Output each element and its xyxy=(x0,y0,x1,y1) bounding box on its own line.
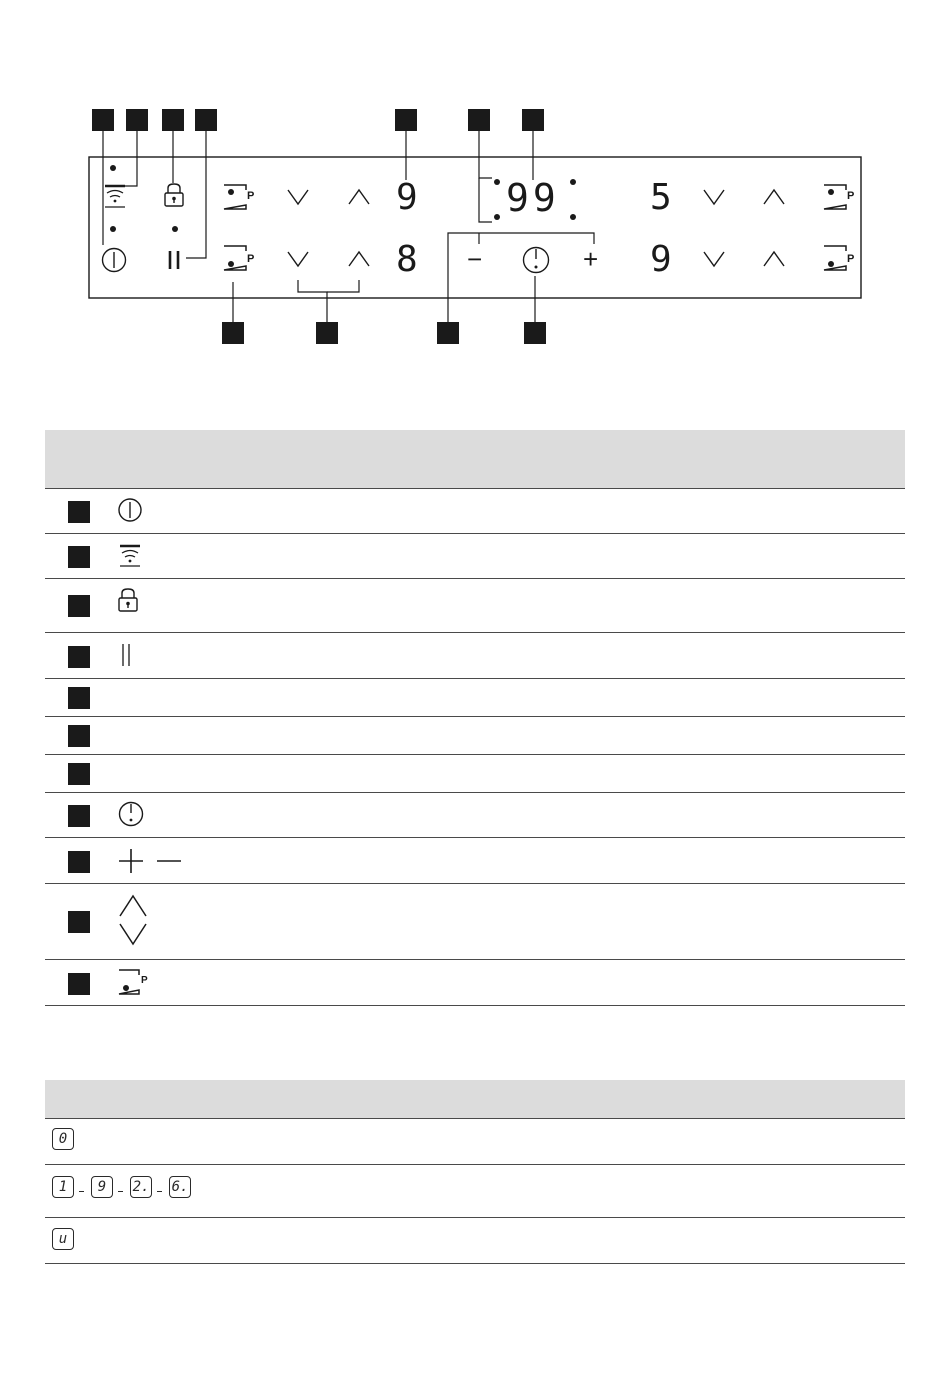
p-letter: P xyxy=(141,975,148,986)
callout-box xyxy=(68,763,90,785)
pause-icon[interactable] xyxy=(166,249,184,271)
pause-icon xyxy=(117,642,135,668)
callout-box xyxy=(68,595,90,617)
table-row xyxy=(45,1218,905,1264)
table-row xyxy=(45,793,905,838)
table-header xyxy=(45,1080,905,1119)
chevron-up-icon[interactable] xyxy=(348,188,370,206)
separator xyxy=(79,1191,84,1192)
chevron-up-icon[interactable] xyxy=(763,250,785,268)
plus-button[interactable]: + xyxy=(583,244,599,274)
table-row xyxy=(45,717,905,755)
chevron-down-icon[interactable] xyxy=(287,250,309,268)
timer-icon[interactable] xyxy=(521,245,551,275)
heat-setting-display: 5 xyxy=(650,177,672,218)
table-row xyxy=(45,1165,905,1218)
table-row xyxy=(45,579,905,633)
callout-box xyxy=(68,501,90,523)
power-icon[interactable] xyxy=(100,246,128,274)
heat-setting-display: 9 xyxy=(396,177,418,218)
timer-display: 99 xyxy=(506,176,560,220)
lock-icon xyxy=(117,587,139,613)
plus-minus-icon xyxy=(117,848,187,874)
sensor-field-table xyxy=(45,430,905,1006)
heat-setting-display: 8 xyxy=(396,239,418,280)
callout-box xyxy=(68,911,90,933)
callout-box xyxy=(68,805,90,827)
table-row xyxy=(45,884,905,960)
up-down-arrows-icon xyxy=(117,892,149,948)
power-icon xyxy=(117,497,143,523)
control-panel-diagram xyxy=(0,0,950,400)
table-row xyxy=(45,1119,905,1165)
chevron-down-icon[interactable] xyxy=(703,188,725,206)
bridge-letter: P xyxy=(847,253,855,265)
display-code: 1 xyxy=(52,1176,74,1198)
panel-lines xyxy=(0,0,950,400)
bridge-letter: P xyxy=(247,190,255,202)
display-code: u xyxy=(52,1228,74,1250)
hob-hood-icon xyxy=(102,183,128,209)
table-row xyxy=(45,755,905,793)
callout-box xyxy=(68,851,90,873)
table-row xyxy=(45,534,905,579)
table-row xyxy=(45,633,905,679)
bridge-letter: P xyxy=(247,253,255,265)
bridge-letter: P xyxy=(847,190,855,202)
timer-icon xyxy=(117,800,145,828)
separator xyxy=(118,1191,123,1192)
table-row xyxy=(45,960,905,1006)
minus-button[interactable]: − xyxy=(467,244,483,274)
callout-box xyxy=(68,687,90,709)
table-header xyxy=(45,430,905,489)
display-codes-table xyxy=(45,1080,905,1264)
table-row xyxy=(45,838,905,884)
chevron-up-icon[interactable] xyxy=(348,250,370,268)
lock-icon[interactable] xyxy=(163,182,185,208)
chevron-down-icon[interactable] xyxy=(287,188,309,206)
display-code: 9 xyxy=(91,1176,113,1198)
chevron-up-icon[interactable] xyxy=(763,188,785,206)
callout-box xyxy=(68,646,90,668)
callout-box xyxy=(68,546,90,568)
display-code: 2. xyxy=(130,1176,152,1198)
callout-box xyxy=(68,725,90,747)
hob-hood-icon xyxy=(117,542,143,568)
display-code: 0 xyxy=(52,1128,74,1150)
display-code: 6. xyxy=(169,1176,191,1198)
table-row xyxy=(45,488,905,534)
callout-box xyxy=(68,973,90,995)
table-row xyxy=(45,679,905,717)
heat-setting-display: 9 xyxy=(650,239,672,280)
chevron-down-icon[interactable] xyxy=(703,250,725,268)
separator xyxy=(157,1191,162,1192)
